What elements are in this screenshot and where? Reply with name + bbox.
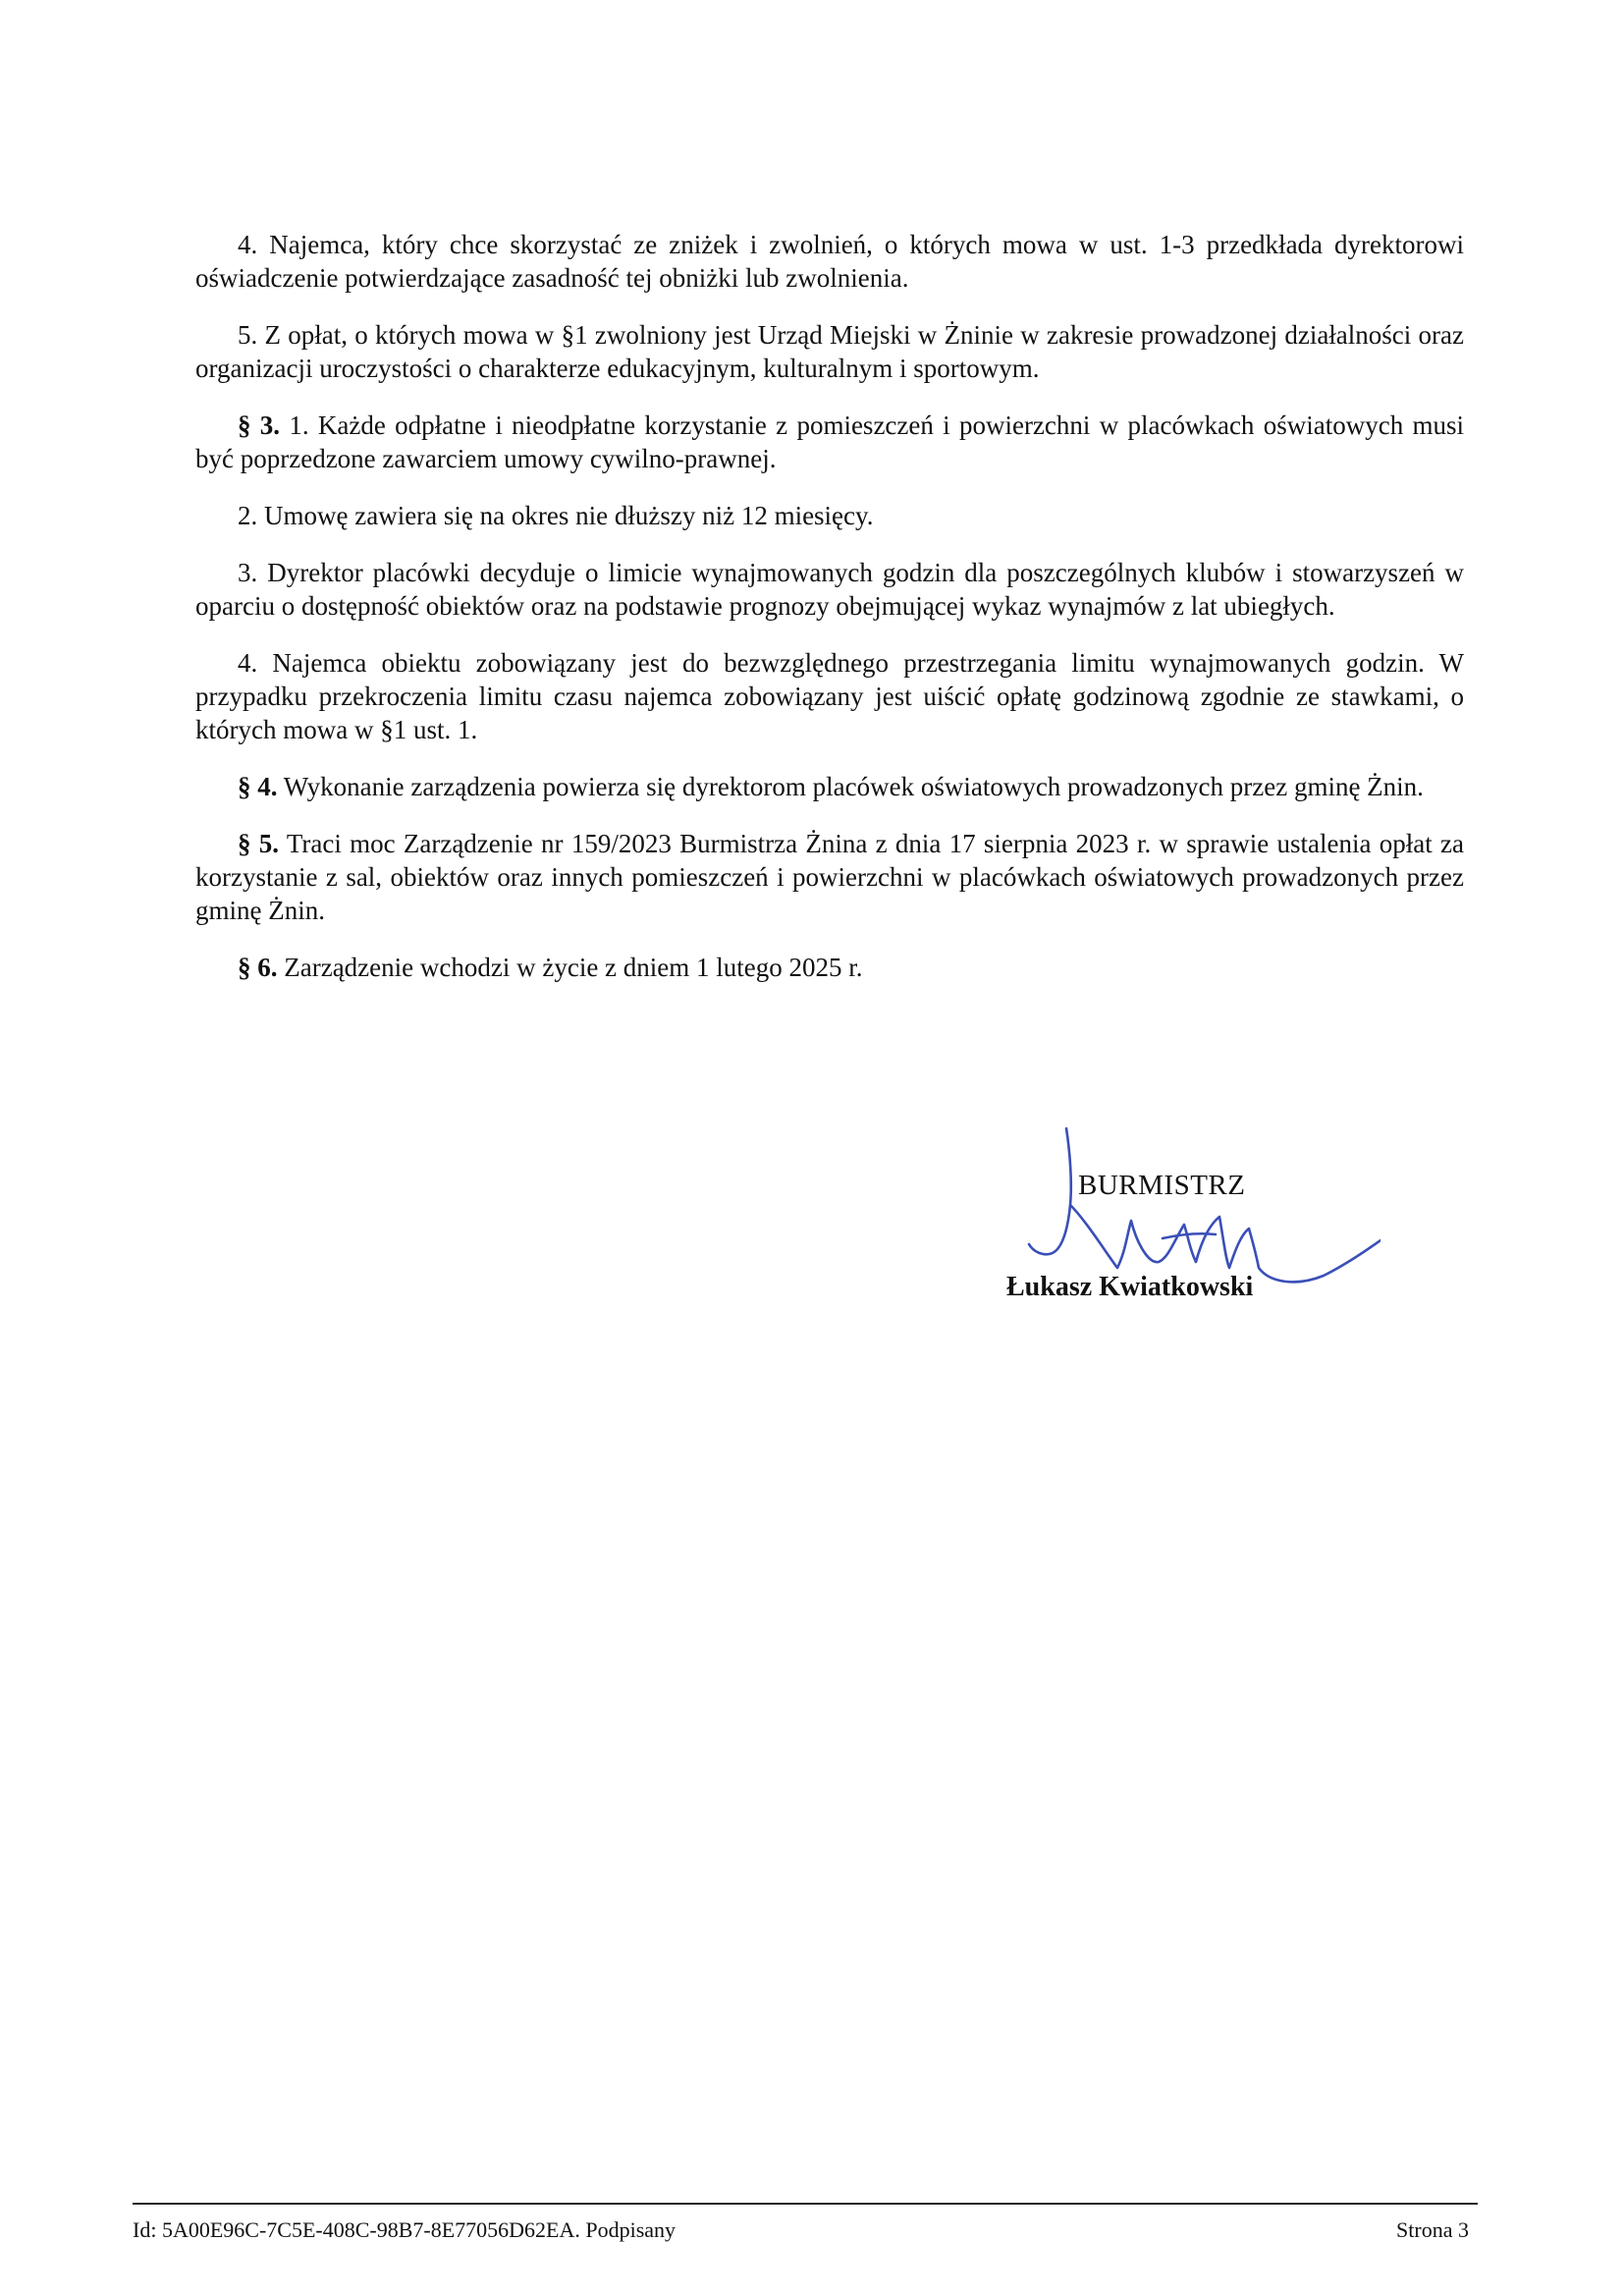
section-mark: § 4. [238, 772, 278, 801]
section-mark: § 6. [238, 953, 278, 982]
paragraph [195, 827, 1464, 927]
page-number: Strona 3 [1396, 2217, 1469, 2242]
signature-block [992, 1105, 1404, 1331]
paragraph [195, 951, 1464, 984]
footer-divider [133, 2203, 1478, 2205]
paragraph [195, 646, 1464, 746]
handwritten-signature [1027, 1115, 1380, 1311]
paragraph-text: Traci moc Zarządzenie nr 159/2023 Burmistrza Żnina z dnia 17 sierpnia 2023 r. w sprawie ustalenia opłat za korzystanie z sal, obiektów oraz innych pomieszczeń i powierzchni w placówkach oświatowych prowadzonych przez gminę Żnin. [195, 829, 1464, 925]
paragraph [195, 556, 1464, 623]
paragraph-text: 5. Z opłat, o których mowa w §1 zwolniony jest Urząd Miejski w Żninie w zakresie prowadzonej działalności oraz organizacji uroczystości o charakterze edukacyjnym, kulturalnym i sportowym. [195, 320, 1464, 383]
paragraph-text: 3. Dyrektor placówki decyduje o limicie wynajmowanych godzin dla poszczególnych klubów i stowarzyszeń w oparciu o dostępność obiektów oraz na podstawie prognozy obejmującej wykaz wynajmów z lat ubiegłych. [195, 558, 1464, 621]
paragraph [195, 409, 1464, 475]
paragraph [195, 228, 1464, 295]
document-id: Id: 5A00E96C-7C5E-408C-98B7-8E77056D62EA. Podpisany [133, 2217, 677, 2242]
section-mark: § 3. [238, 410, 281, 440]
paragraph-text: 4. Najemca obiektu zobowiązany jest do bezwzględnego przestrzegania limitu wynajmowanych godzin. W przypadku przekroczenia limitu czasu najemca zobowiązany jest uiścić opłatę godzinową zgodnie ze stawkami, o których mowa w §1 ust. 1. [195, 648, 1464, 744]
paragraph [195, 318, 1464, 385]
document-body [195, 228, 1464, 1008]
paragraph-text: Zarządzenie wchodzi w życie z dniem 1 lutego 2025 r. [277, 953, 863, 982]
paragraph-text: Wykonanie zarządzenia powierza się dyrektorom placówek oświatowych prowadzonych przez gminę Żnin. [277, 772, 1424, 801]
paragraph [195, 499, 1464, 532]
paragraph-text: 4. Najemca, który chce skorzystać ze zniżek i zwolnień, o których mowa w ust. 1-3 przedkłada dyrektorowi oświadczenie potwierdzające zasadność tej obniżki lub zwolnienia. [195, 230, 1464, 293]
paragraph-text: 2. Umowę zawiera się na okres nie dłuższy niż 12 miesięcy. [238, 501, 874, 530]
section-mark: § 5. [238, 829, 280, 858]
paragraph-text: 1. Każde odpłatne i nieodpłatne korzystanie z pomieszczeń i powierzchni w placówkach oświatowych musi być poprzedzone zawarciem umowy cywilno-prawnej. [195, 410, 1464, 473]
signatory-name: Łukasz Kwiatkowski [1006, 1272, 1254, 1302]
signatory-title: BURMISTRZ [1078, 1170, 1246, 1201]
paragraph [195, 770, 1464, 803]
